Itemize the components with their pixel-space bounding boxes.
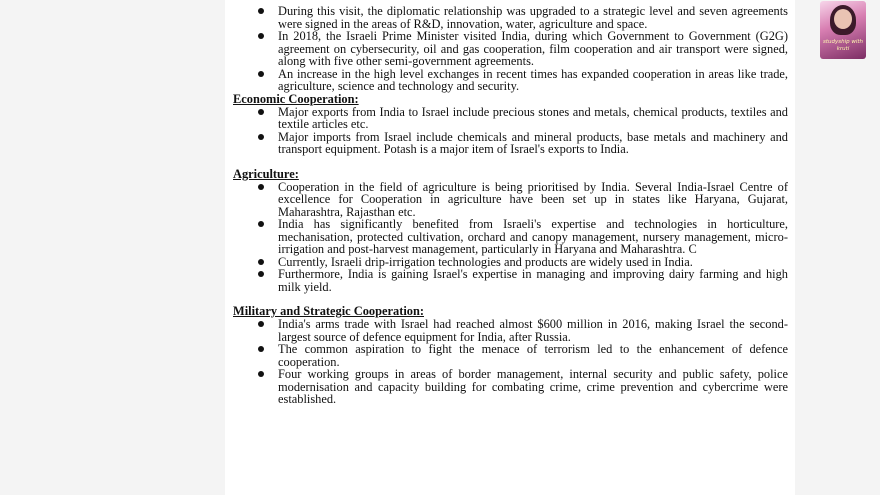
- document-body: [233, 5, 788, 406]
- list-item: Four working groups in areas of border management, internal security and public safety, police modernisation and capacity building for combating crime, crime prevention and cybercrime were established.: [233, 368, 788, 406]
- military-list: [233, 318, 788, 406]
- list-item: India's arms trade with Israel had reached almost $600 million in 2016, making Israel the second-largest source of defence equipment for India, after Russia.: [233, 318, 788, 343]
- economic-list: [233, 106, 788, 156]
- avatar-brand-text: studyship with kruti: [822, 39, 864, 52]
- list-item: Furthermore, India is gaining Israel's expertise in managing and improving dairy farming and high milk yield.: [233, 268, 788, 293]
- list-item: An increase in the high level exchanges in recent times has expanded cooperation in areas like trade, agriculture, science and technology and security.: [233, 68, 788, 93]
- section-heading-economic: Economic Cooperation:: [233, 91, 359, 106]
- list-item: Cooperation in the field of agriculture is being prioritised by India. Several India-Israel Centre of excellence for Cooperation in agriculture have been set up in states like Haryana, Gujarat, Maharashtra, Rajasthan etc.: [233, 181, 788, 219]
- agriculture-list: [233, 181, 788, 294]
- presenter-avatar-icon: [820, 1, 866, 59]
- document-page: [225, 0, 795, 495]
- list-item: Major imports from Israel include chemicals and mineral products, base metals and machinery and transport equipment. Potash is a major item of Israel's exports to India.: [233, 131, 788, 156]
- list-item: The common aspiration to fight the menace of terrorism led to the enhancement of defence cooperation.: [233, 343, 788, 368]
- list-item: Major exports from India to Israel include precious stones and metals, chemical products, textiles and textile articles etc.: [233, 106, 788, 131]
- list-item: During this visit, the diplomatic relationship was upgraded to a strategic level and seven agreements were signed in the areas of R&D, innovation, water, agriculture and space.: [233, 5, 788, 30]
- list-item: Currently, Israeli drip-irrigation technologies and products are widely used in India.: [233, 256, 788, 269]
- avatar-face: [834, 9, 852, 29]
- section-heading-agriculture: Agriculture:: [233, 166, 299, 181]
- intro-list: [233, 5, 788, 93]
- list-item: In 2018, the Israeli Prime Minister visited India, during which Government to Government (G2G) agreement on cybersecurity, oil and gas cooperation, film cooperation and air transport were signed, along with five other semi-government agreements.: [233, 30, 788, 68]
- section-spacer: [233, 156, 788, 168]
- list-item: India has significantly benefited from Israeli's expertise and technologies in horticulture, mechanisation, protected cultivation, orchard and canopy management, nursery management, micro-irrigation and post-harvest management, particularly in Haryana and Maharashtra. C: [233, 218, 788, 256]
- section-heading-military: Military and Strategic Cooperation:: [233, 304, 424, 318]
